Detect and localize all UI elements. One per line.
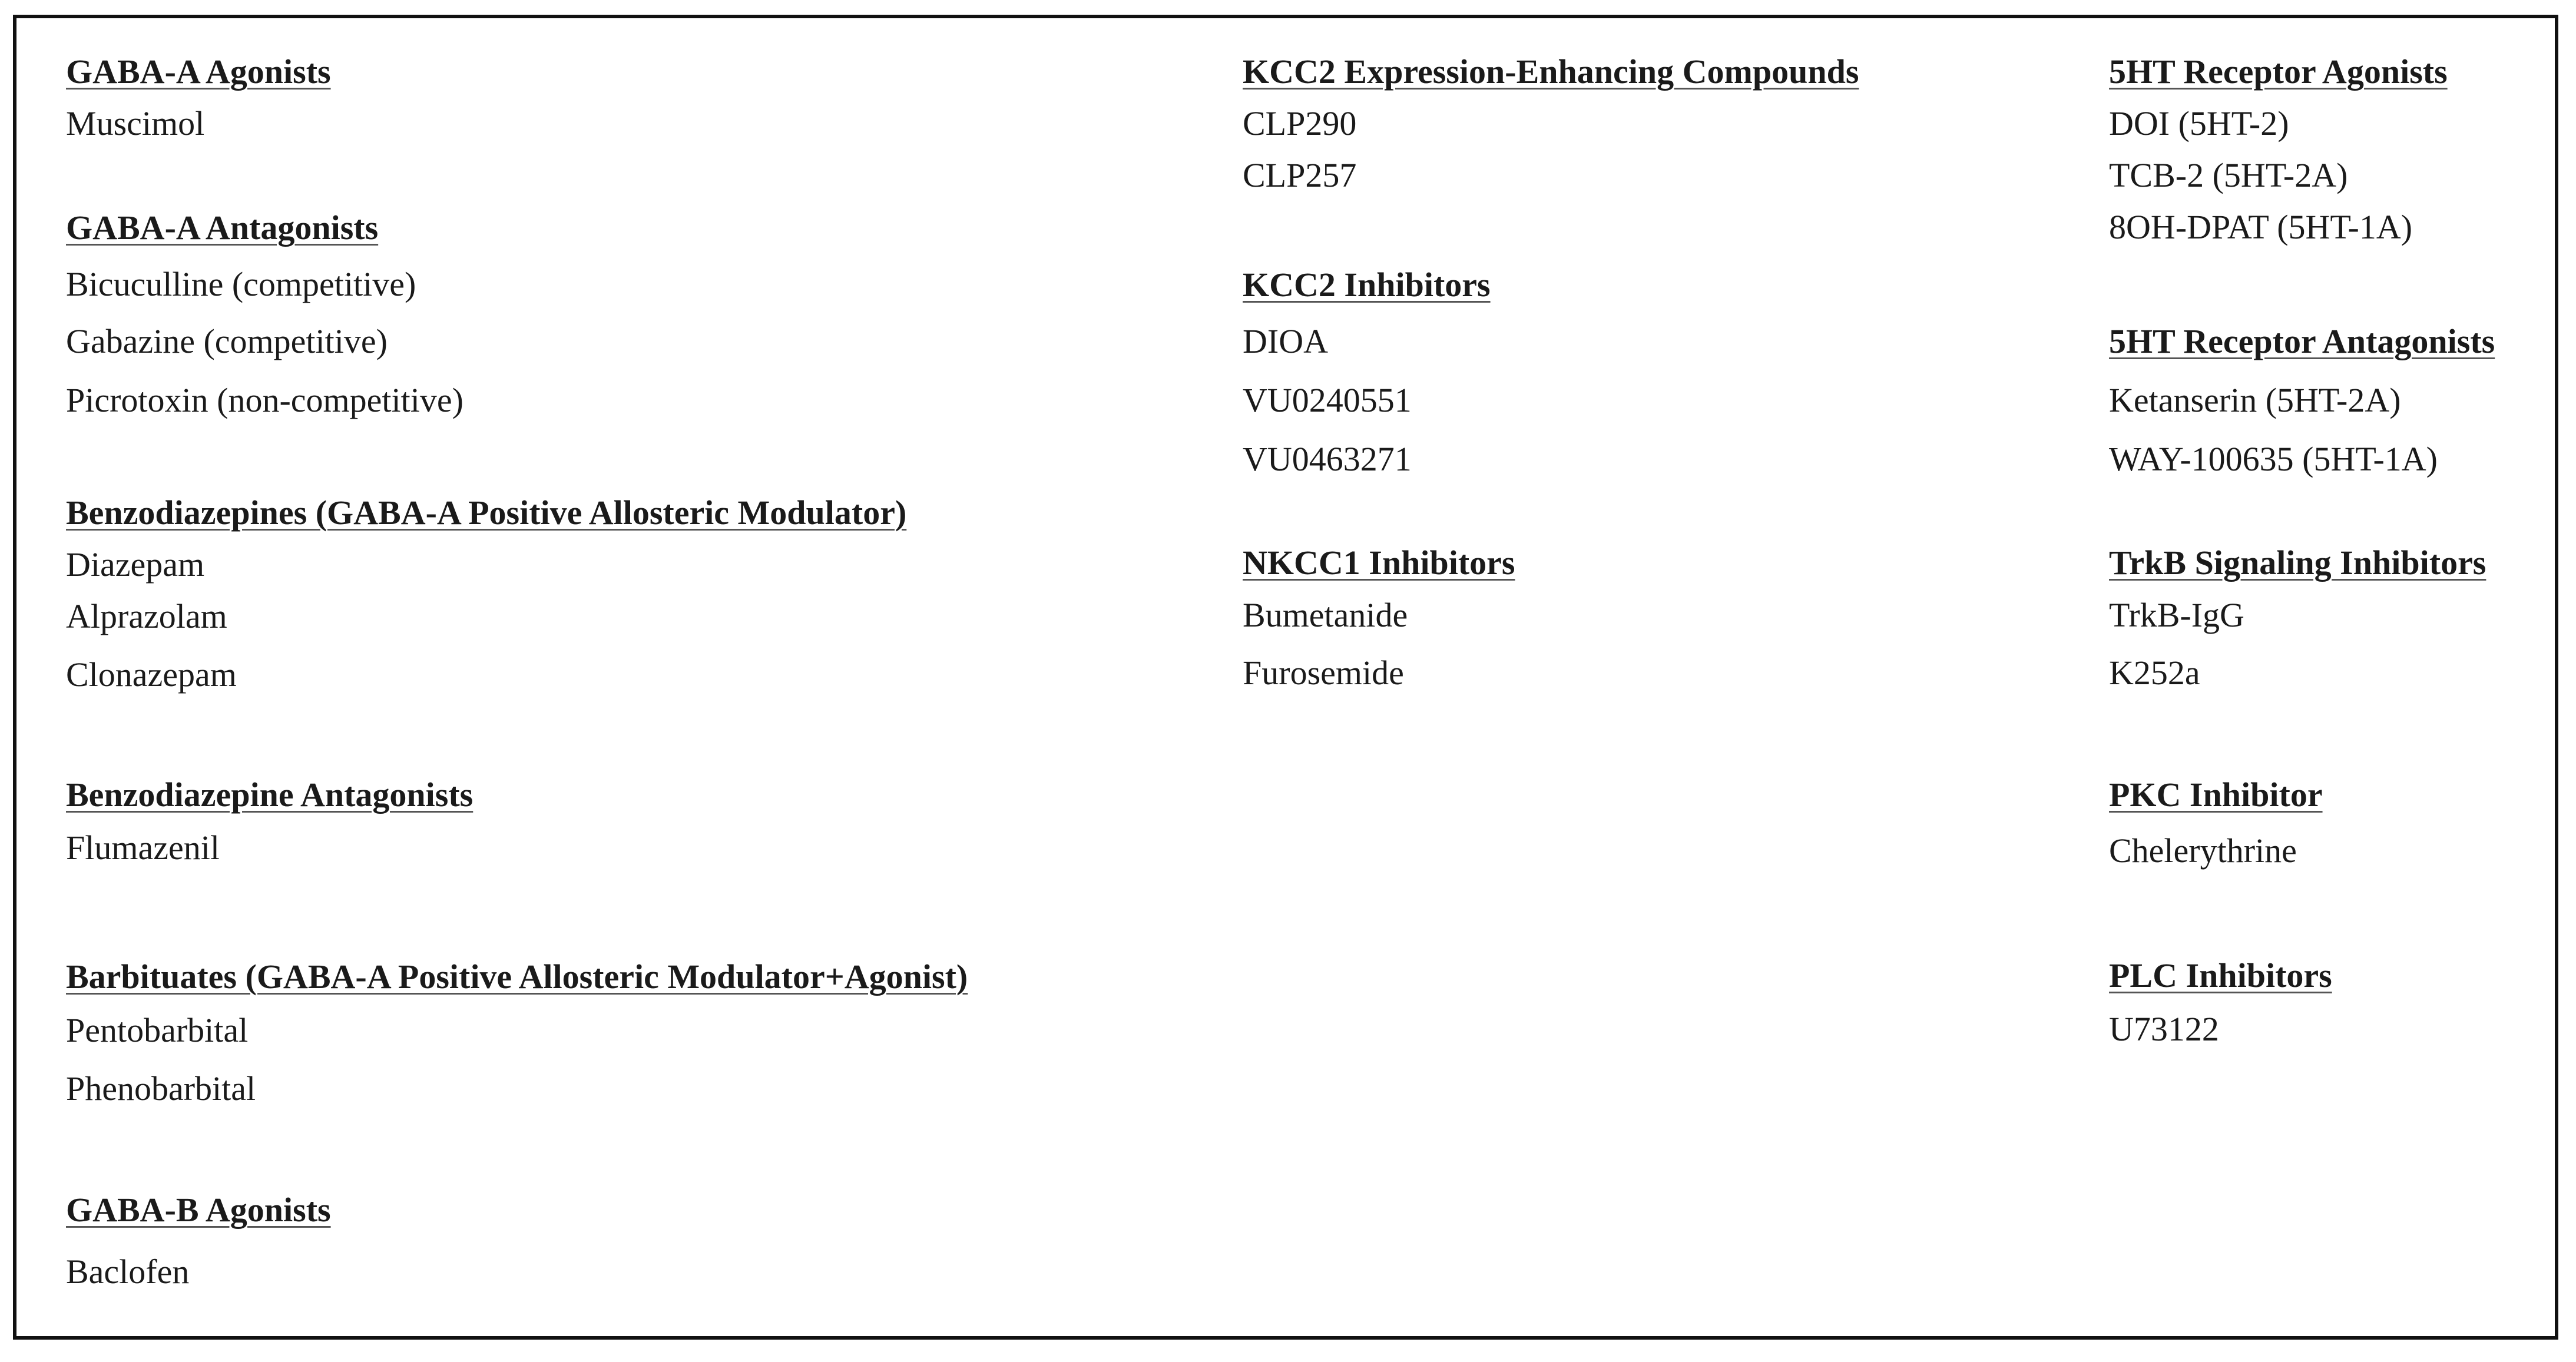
drug-item: Chelerythrine <box>2109 831 2297 870</box>
drug-item: VU0240551 <box>1243 381 1412 419</box>
drug-item: U73122 <box>2109 1010 2219 1048</box>
group-heading-benzodiazepine-antagonists: Benzodiazepine Antagonists <box>66 776 474 814</box>
drug-item: Picrotoxin (non-competitive) <box>66 381 463 419</box>
group-heading-gaba-a-antagonists: GABA-A Antagonists <box>66 208 379 247</box>
drug-item: Phenobarbital <box>66 1069 256 1108</box>
drug-item: Gabazine (competitive) <box>66 322 388 360</box>
drug-item: Furosemide <box>1243 654 1404 692</box>
group-heading-benzodiazepines: Benzodiazepines (GABA-A Positive Allosteric Modulator) <box>66 493 907 532</box>
drug-table-frame <box>13 15 2558 1340</box>
group-heading-5ht-agonists: 5HT Receptor Agonists <box>2109 52 2448 91</box>
drug-item: TCB-2 (5HT-2A) <box>2109 156 2348 194</box>
drug-item: Bumetanide <box>1243 596 1408 634</box>
drug-item: CLP290 <box>1243 104 1357 143</box>
drug-item: TrkB-IgG <box>2109 596 2244 634</box>
group-heading-gaba-a-agonists: GABA-A Agonists <box>66 52 331 91</box>
drug-item: Muscimol <box>66 104 205 143</box>
group-heading-gaba-b-agonists: GABA-B Agonists <box>66 1191 331 1229</box>
drug-item: Flumazenil <box>66 829 220 867</box>
drug-item: Pentobarbital <box>66 1011 249 1049</box>
drug-item: DIOA <box>1243 322 1328 360</box>
group-heading-kcc2-inhibitors: KCC2 Inhibitors <box>1243 266 1491 304</box>
group-heading-barbituates: Barbituates (GABA-A Positive Allosteric Modulator+Agonist) <box>66 957 968 996</box>
group-heading-trkb-inhibitors: TrkB Signaling Inhibitors <box>2109 544 2486 582</box>
drug-item: Baclofen <box>66 1252 190 1291</box>
drug-item: Bicuculline (competitive) <box>66 265 416 303</box>
drug-item: Clonazepam <box>66 655 237 694</box>
drug-item: VU0463271 <box>1243 440 1412 478</box>
drug-item: Alprazolam <box>66 597 227 635</box>
group-heading-nkcc1-inhibitors: NKCC1 Inhibitors <box>1243 544 1515 582</box>
drug-item: WAY-100635 (5HT-1A) <box>2109 440 2438 478</box>
group-heading-5ht-antagonists: 5HT Receptor Antagonists <box>2109 322 2495 360</box>
drug-item: K252a <box>2109 654 2200 692</box>
drug-item: Ketanserin (5HT-2A) <box>2109 381 2401 419</box>
group-heading-kcc2-expression: KCC2 Expression-Enhancing Compounds <box>1243 52 1859 91</box>
drug-item: DOI (5HT-2) <box>2109 104 2289 143</box>
drug-item: Diazepam <box>66 545 205 584</box>
drug-item: CLP257 <box>1243 156 1357 194</box>
group-heading-plc-inhibitors: PLC Inhibitors <box>2109 956 2332 995</box>
drug-item: 8OH-DPAT (5HT-1A) <box>2109 208 2413 246</box>
group-heading-pkc-inhibitor: PKC Inhibitor <box>2109 776 2323 814</box>
